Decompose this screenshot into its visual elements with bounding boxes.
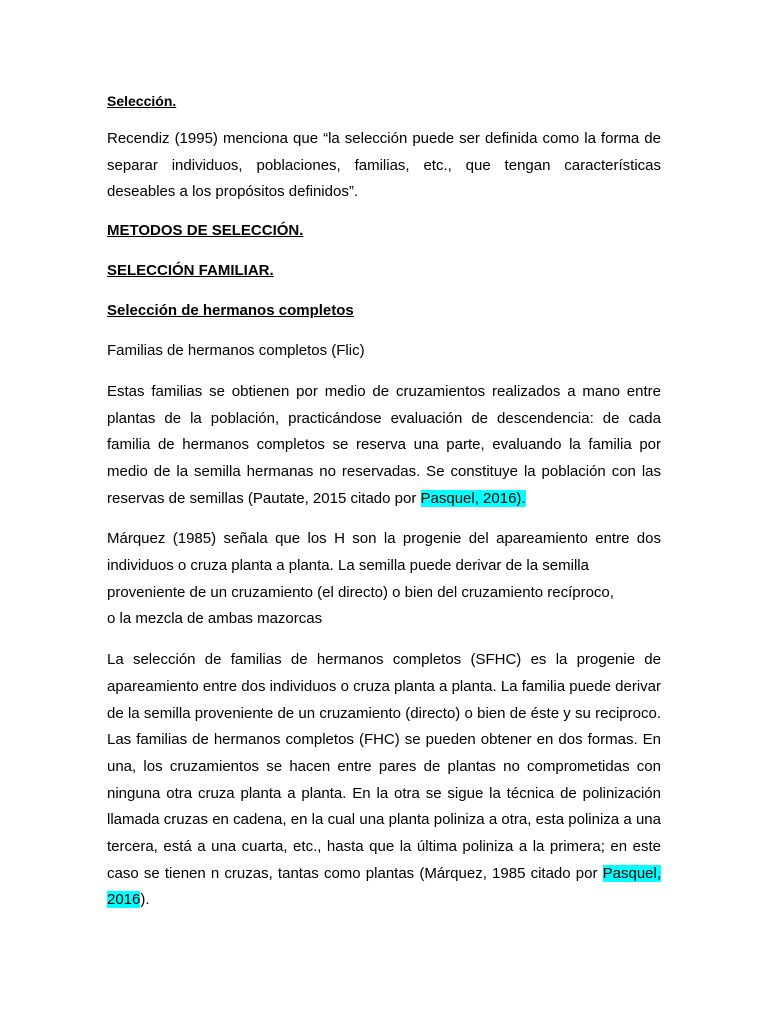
methods-heading: METODOS DE SELECCIÓN.	[107, 222, 304, 240]
paragraph-marquez-line: proveniente de un cruzamiento (el directo) o bien del cruzamiento recíproco,	[107, 583, 614, 601]
paragraph-sfhc-end: ).	[140, 891, 150, 909]
citation-highlight: Pasquel, 2016).	[420, 489, 526, 507]
paragraph-family-crosses-text: Estas familias se obtienen por medio de cruzamientos realizados a mano entre plantas de la población, practicándose evaluación de descendencia: de cada familia de hermanos completos se reserva una parte, evaluando la familia por medio de la semilla hermanas no reservadas. Se constituye la población con las reservas de semillas (Pautate, 2015 citado por	[107, 382, 661, 507]
paragraph-sfhc-text: La selección de familias de hermanos completos (SFHC) es la progenie de apareamiento entre dos individuos o cruza planta a planta. La familia puede derivar de la semilla proveniente de un cruzamiento (directo) o bien de éste y su reciproco. Las familias de hermanos completos (FHC) se pueden obtener en dos formas. En una, los cruzamientos se hacen entre pares de plantas no comprometidas con ninguna otra cruza planta a planta. En la otra se sigue la técnica de polinización llamada cruzas en cadena, en la cual una planta poliniza a otra, esta poliniza a una tercera, está a una cuarta, etc., hasta que la última poliniza a la primera; en este caso se tienen n cruzas, tantas como plantas (Márquez, 1985 citado por	[107, 651, 661, 882]
citation-highlight: Pasquel, 2016	[107, 864, 661, 909]
intro-paragraph: Recendiz (1995) menciona que “la selección puede ser definida como la forma de separar individuos, poblaciones, familias, etc., que tengan características deseables a los propósitos definidos”.	[107, 130, 661, 201]
section-title: Selección.	[107, 93, 177, 109]
fullsib-selection-heading: Selección de hermanos completos	[107, 302, 354, 320]
document-page	[107, 90, 661, 914]
paragraph-family-crosses	[107, 379, 661, 513]
fullsib-families-subtitle: Familias de hermanos completos (Flic)	[107, 342, 365, 360]
paragraph-marquez-line: o la mezcla de ambas mazorcas	[107, 610, 323, 628]
paragraph-marquez-intro: Márquez (1985) señala que los H son la progenie del apareamiento entre dos individuos o cruza planta a planta. La semilla puede derivar de la semilla	[107, 530, 661, 575]
family-selection-heading: SELECCIÓN FAMILIAR.	[107, 262, 274, 280]
paragraph-sfhc	[107, 647, 661, 914]
